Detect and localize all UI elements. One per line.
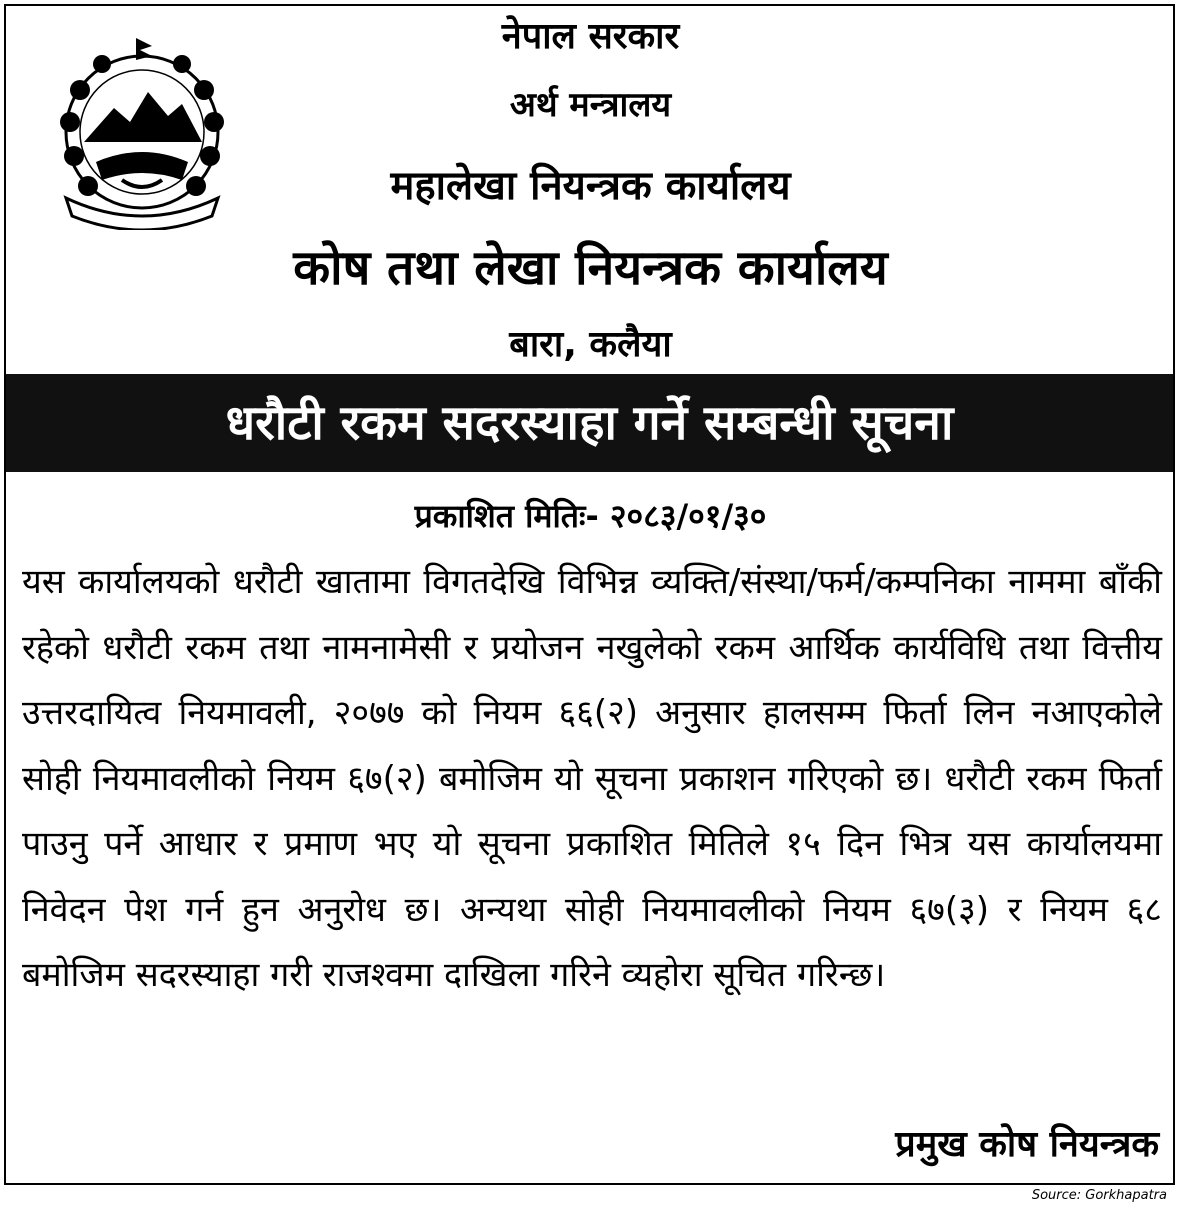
location-title: बारा, कलैया (509, 324, 672, 365)
signatory-title: प्रमुख कोष नियन्त्रक (895, 1124, 1159, 1165)
source-credit: Source: Gorkhapatra (1031, 1188, 1167, 1203)
notice-body: यस कार्यालयको धरौटी खातामा विगतदेखि विभिन्न व्यक्ति/संस्था/फर्म/कम्पनिका नाममा बाँकी रहेको धरौटी रकम तथा नामनामेसी र प्रयोजन नखुलेको रकम आर्थिक कार्यविधि तथा वित्तीय उत्तरदायित्व नियमावली, २०७७ को नियम ६६(२) अनुसार हालसम्म फिर्ता लिन नआएकोले सोही नियमावलीको नियम ६७(२) बमोजिम यो सूचना प्रकाशन गरिएको छ। धरौटी रकम फिर्ता पाउनु पर्ने आधार र प्रमाण भए यो सूचना प्रकाशित मितिले १५ दिन भित्र यस कार्यालयमा निवेदन पेश गर्न हुन अनुरोध छ। अन्यथा सोही नियमावलीको नियम ६७(३) र नियम ६८ बमोजिम सदरस्याहा गरी राजश्वमा दाखिला गरिने व्यहोरा सूचित गरिन्छ। (22, 562, 1162, 995)
government-title: नेपाल सरकार (501, 16, 680, 57)
sub-office-title: कोष तथा लेखा नियन्त्रक कार्यालय (293, 240, 888, 296)
published-date: प्रकाशित मितिः- २०८३/०१/३० (414, 497, 767, 535)
office-title: महालेखा नियन्त्रक कार्यालय (390, 163, 791, 209)
notice-title-banner: धरौटी रकम सदरस्याहा गर्ने सम्बन्धी सूचना (6, 374, 1173, 472)
ministry-title: अर्थ मन्त्रालय (509, 85, 672, 125)
